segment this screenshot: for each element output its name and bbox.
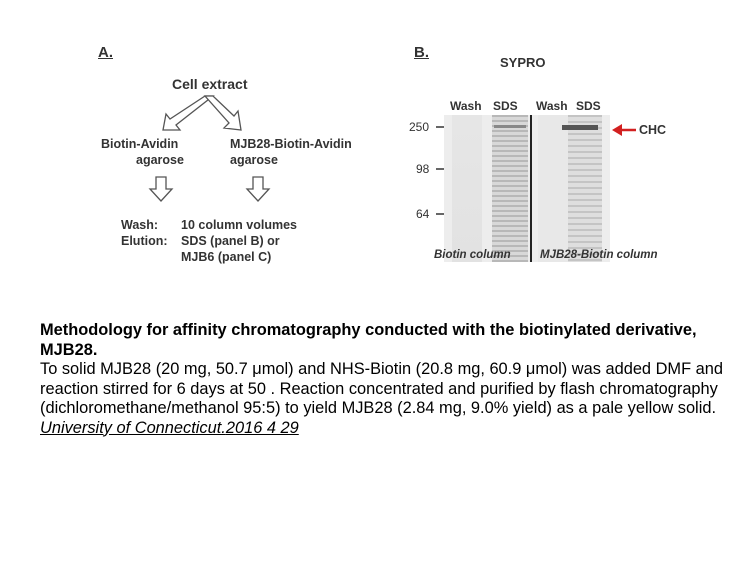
biotin-avidin-label: Biotin-Avidin bbox=[101, 137, 179, 151]
wash-label: Wash: bbox=[121, 218, 159, 232]
panel-b-letter: B. bbox=[414, 44, 429, 61]
lane-left-sds: SDS bbox=[493, 99, 518, 113]
source-link-text: University of Connecticut. bbox=[40, 418, 226, 437]
sypro-title: SYPRO bbox=[500, 55, 546, 70]
agarose-left-label: agarose bbox=[136, 153, 184, 167]
lane-left-wash: Wash bbox=[450, 99, 482, 113]
caption-body: To solid MJB28 (20 mg, 50.7 μmol) and NHS-Biotin (20.8 mg, 60.9 μmol) was added DMF and reaction stirred for 6 days at 50 . Reaction concentrated and purified by flash chromatography (dichloromethane/methanol 95:5) to yield MJB28 (2.84 mg, 9.0% yield) as a pale yellow solid. bbox=[40, 360, 724, 417]
column-right-label: MJB28-Biotin column bbox=[540, 249, 658, 261]
mjb28-biotin-avidin-label: MJB28-Biotin-Avidin bbox=[230, 137, 352, 151]
marker-98: 98 bbox=[416, 162, 430, 176]
elution-label: Elution: bbox=[121, 234, 168, 248]
source-date: 2016 4 29 bbox=[225, 418, 299, 437]
cell-extract-label: Cell extract bbox=[172, 76, 248, 92]
source-link[interactable] bbox=[40, 419, 299, 437]
marker-64: 64 bbox=[416, 207, 430, 221]
marker-250: 250 bbox=[409, 120, 430, 134]
caption-title: Methodology for affinity chromatography conducted with the biotinylated derivative, MJB28. bbox=[40, 321, 697, 359]
column-left-label: Biotin column bbox=[434, 249, 511, 261]
lane-right-wash: Wash bbox=[536, 99, 568, 113]
elution-value-2: MJB6 (panel C) bbox=[181, 250, 272, 264]
lane-right-sds: SDS bbox=[576, 99, 601, 113]
elution-value-1: SDS (panel B) or bbox=[181, 234, 280, 248]
wash-value: 10 column volumes bbox=[181, 218, 298, 232]
agarose-right-label: agarose bbox=[230, 153, 278, 167]
chc-label: CHC bbox=[639, 123, 667, 137]
figure-caption bbox=[40, 321, 740, 438]
panel-a-letter: A. bbox=[98, 44, 113, 61]
